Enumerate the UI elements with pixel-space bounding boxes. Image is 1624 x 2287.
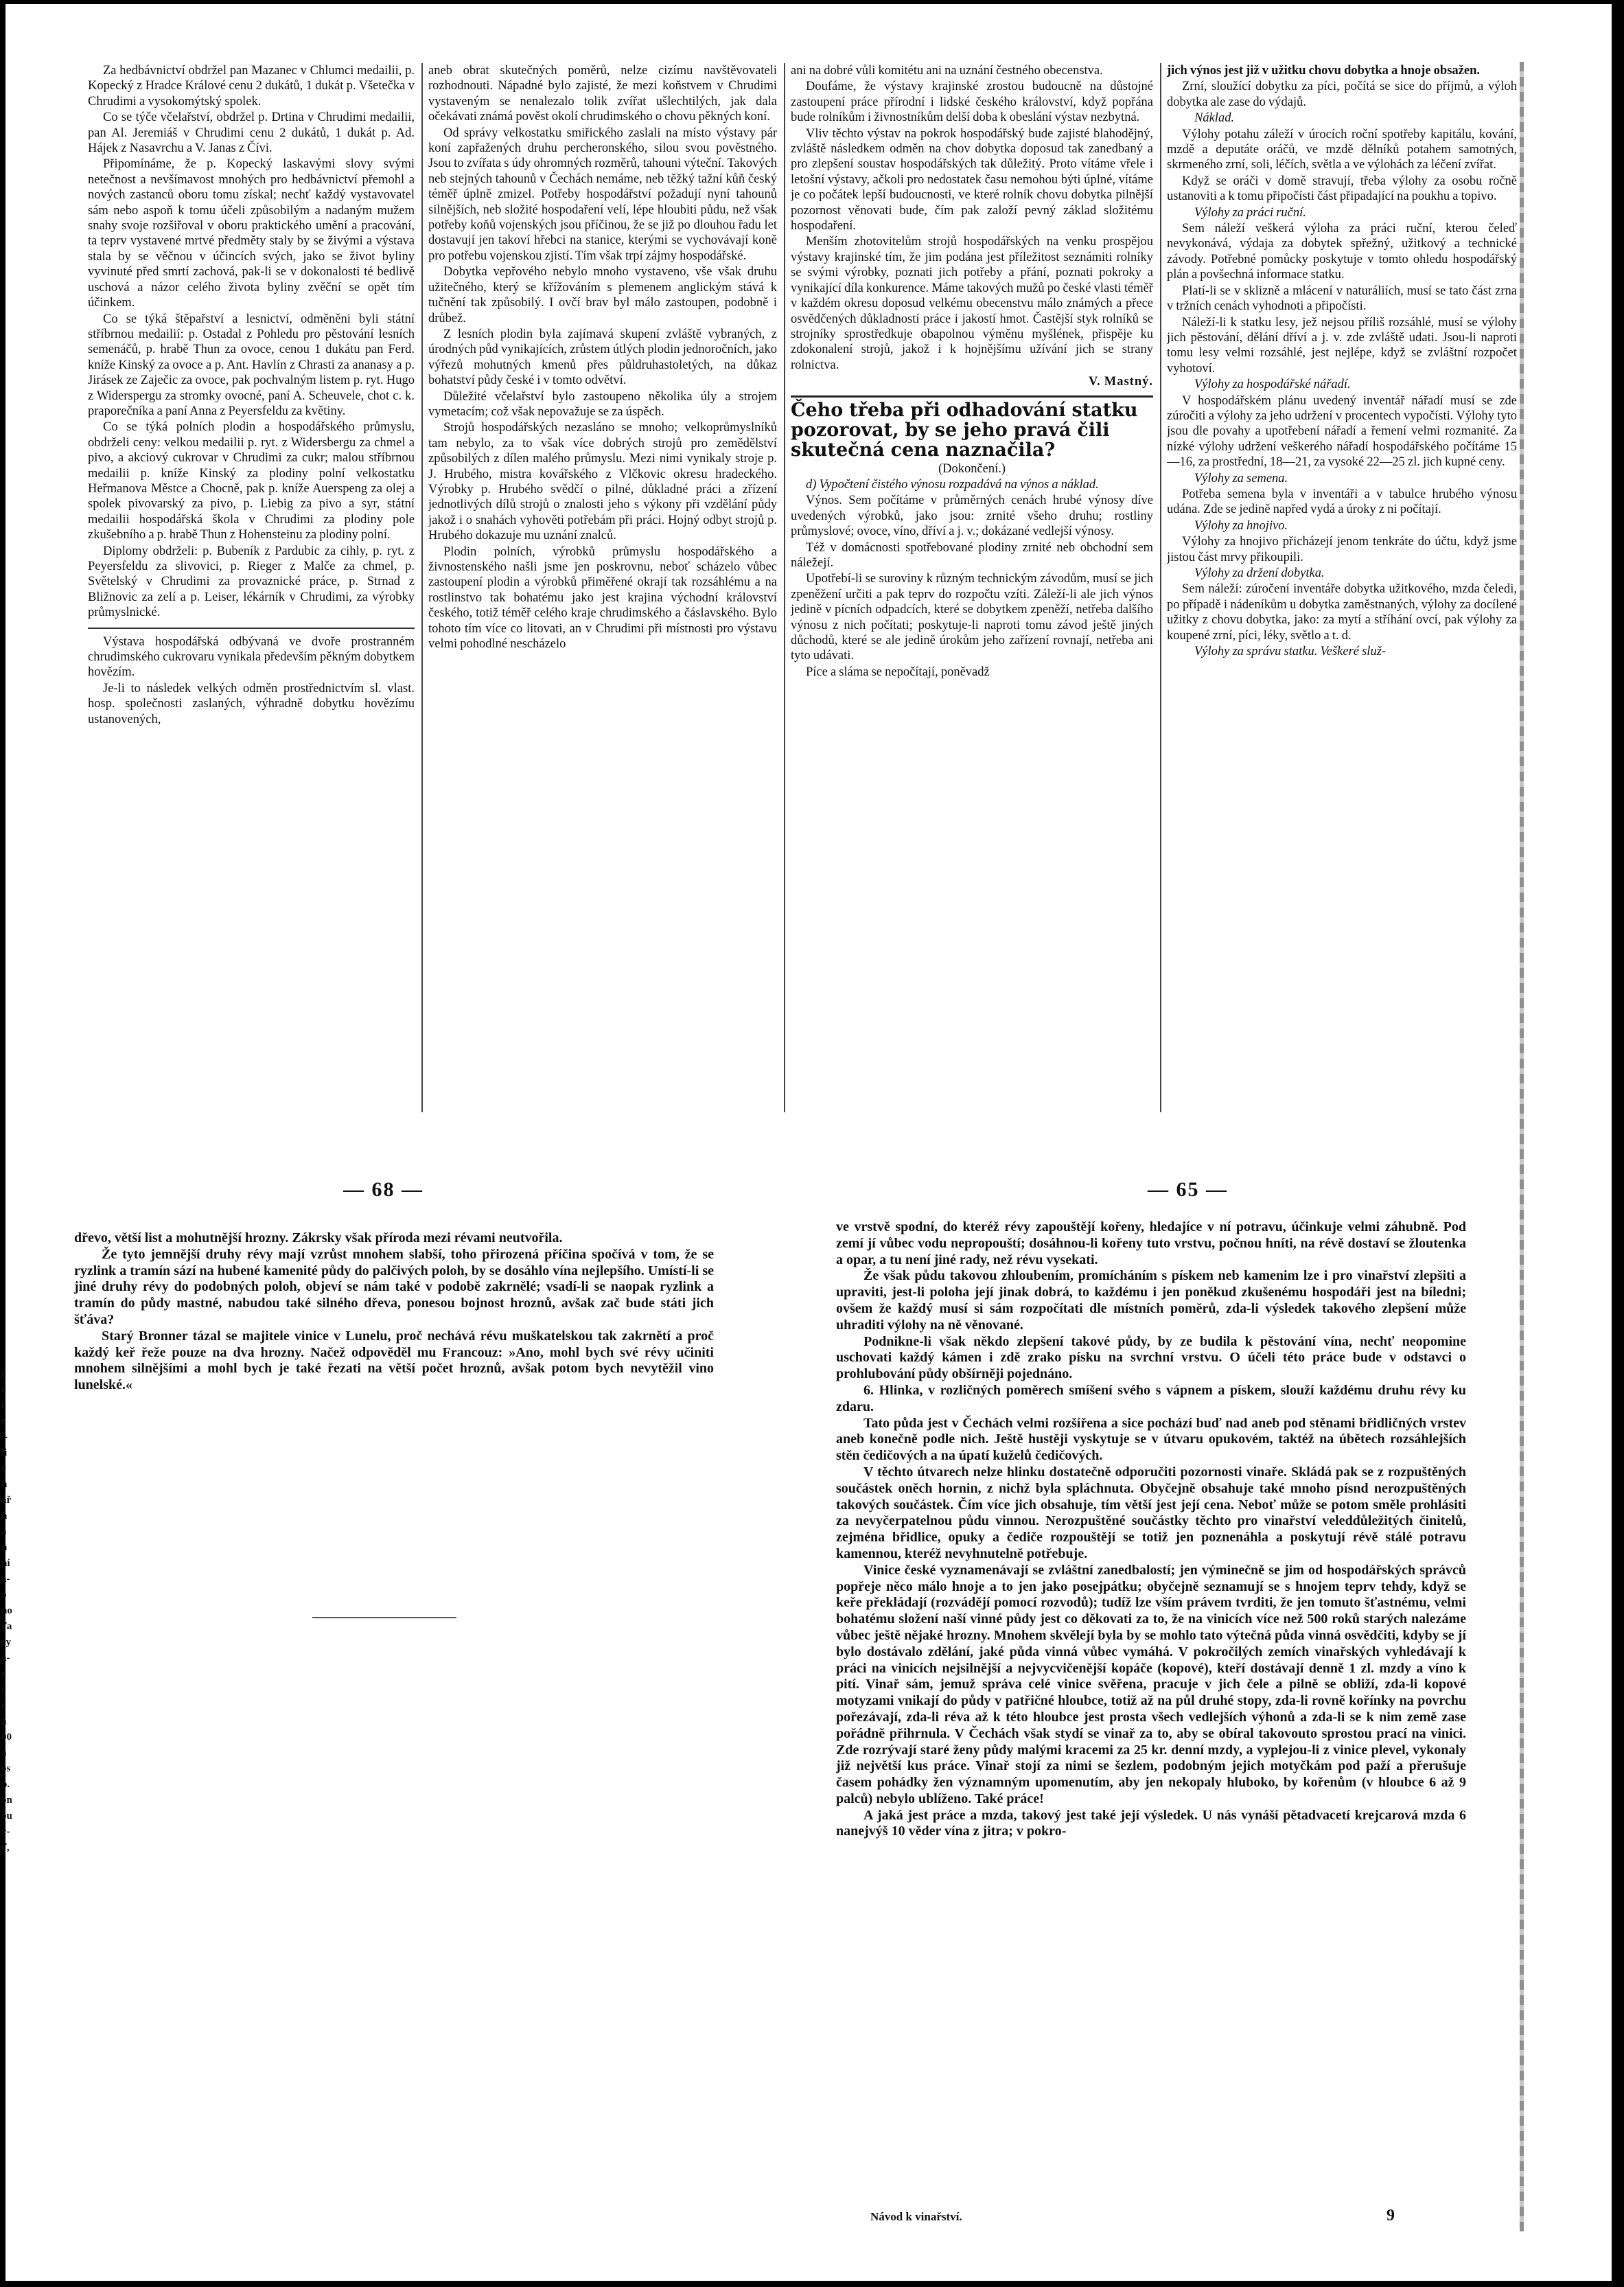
margin-fragment: r [1,1463,6,1474]
col4-subheading: Výlohy za správu statku. Veškeré služ- [1194,645,1387,659]
col4-subheading: Výlohy za semena. [1194,471,1288,485]
column-rule [421,63,423,1112]
margin-fragment: ý- [1,1826,10,1837]
col2-paragraph: Dobytka vepřového nebylo mnoho vystaveno, vše však druhu užitečného, který se křížováním s plemenem anglickým stává k tučnění tak způsobilý. I ovčí brav byl málo zastoupen, podobně i drůbež. [428,265,777,325]
col3-paragraph: Doufáme, že výstavy krajinské zrostou budoucně na důstojné zastoupení práce přírodní i lidské českého království, když popřána bude rolníkům i živnostníkům delší doba k obeslání výstav nezbytná. [791,80,1153,125]
col4-subheading: Výlohy za držení dobytka. [1194,566,1325,580]
col3-paragraph: Upotřebí-li se suroviny k různým technickým závodům, musí se jich zpeněžení určiti a pak teprv do rozpočtu vzíti. Záleží-li ale jich výnos jedině v pícních odpadcích, které se dobytkem zpeněží, netřeba dalšího výnosu z nich počítati; poskytuje-li naproti tomu závod ještě jiných důchodů, které se ale jedině úrokům jeho zařízení rovnají, netřeba ani tyto udávati. [791,572,1153,663]
margin-fragment: 00 [1,1732,12,1743]
column-rule [784,63,785,1112]
col4-paragraph: jich výnos jest již v užitku chovu dobytka a hnoje obsažen. [1167,64,1481,78]
col4-paragraph: Výlohy za hnojivo přicházejí jenom tenkráte do účtu, když jsme jistou část mrvy přikoupili. [1167,535,1517,564]
margin-fragment: a [1,1526,7,1537]
col3-paragraph: Píce a sláma se nepočítají, poněvadž [806,665,990,679]
cropped-margin-fragments [1,1366,14,1856]
col4-subheading: Náklad. [1194,111,1235,126]
article-continuation-note: (Dokončení.) [938,461,1006,476]
col3-paragraph: ani na dobré vůli komitétu ani na uznání čestného obecenstva. [791,64,1103,78]
col3-paragraph: Vliv těchto výstav na pokrok hospodářský bude zajisté blahodějný, zvláště následkem odměn na chov dobytka doposud tak zanedbaný a pro zlepšení soustav hospodářských tak důležitý. Proto vítáme vřele i letošní výstavy, ačkoli pro nedostatek času nemohou býti úplné, vítáme je co počátek lepší budoucnosti, ve které rolník chovu dobytka pilnější pozornost věnovati bude, čím pak založí pevný základ složitému hospodaření. [791,126,1153,233]
right-page-paragraph: Že však půdu takovou zhloubením, promícháním s pískem neb kamenim lze i pro vinařství zlepšiti a upraviti, jest-li poloha její jinak dobrá, to každému i jen poněkud zkušenému hospodáři jest na bíledni; ovšem že každý musí si sám rozpočítati dle místních poměrů, zda-li výsledek takového zlepšení může uhraditi výlohy na ně věnované. [836,1268,1466,1333]
margin-fragment: o [1,1589,7,1600]
col2-paragraph: Z lesních plodin byla zajímavá skupení zvláště vybraných, z úrodných půd vynikajících, zrůstem útlých plodin jednoročních, jako výřezů mohutných kmenů přes půldruhastoletých, na důkaz bohatství půdy české i v tomto odvětví. [428,327,777,388]
bleed-through-strip [1520,62,1524,2231]
col4-paragraph: V hospodářském plánu uvedený inventář nářadí musí se zde zúročiti a výlohy za jeho udržení v procentech vypočísti. Výlohy tyto jsou dle povahy a upotřebení nářadí a řemení velmi rozmanité. Za nízké výlohy udržení veškerého nářadí hospodářského počítáme 15—16, za prostřední, 18—21, za vysoké 22—25 zl. jich kupné ceny. [1167,393,1517,470]
col4-paragraph: Sem náleží veškerá výloha za práci ruční, kterou čeleď nevykonává, výdaja za dobytek spřežný, užitkový a technické závody. Potřebné pomůcky poskytuje v tomto ohledu hospodářský plán a povšechná informace statku. [1167,222,1517,282]
section-divider [88,628,415,629]
left-page-paragraph: dřevo, větší list a mohutnější hrozny. Zákrsky však příroda mezi révami neutvořila. [74,1230,563,1245]
col4-subheading: Výlohy za hospodářské nářadí. [1194,378,1351,392]
margin-fragment: ťa [1,1621,12,1632]
col3-paragraph: d) Vypočtení čistého výnosu rozpadává na výnos a náklad. [806,477,1099,492]
col2-paragraph: aneb obrat skutečných poměrů, nelze cizímu navštěvovateli rozhodnouti. Nápadné bylo zajisté, že mezi koňstvem v Chrudimi vystaveným se nenalezalo tolik zvířat ušlechtilých, jak dala očekávati známá pověst okolí chrudimského o chovu pěkných koní. [428,64,777,124]
col1-paragraph: Připomínáme, že p. Kopecký laskavými slovy svými netečnost a nevšímavost mnohých pro hedbávnictví přemohl a nových zastanců oboru tomu získal; nechť každý vystavovatel sám nebo aspoň k tomu účeli způsobilým a nadaným mužem snahy svoje rozšiřoval v oboru praktického umění a pracování, ta teprv vystavené mrtvé předměty staly by se živými a výstava stala by se věčnou v účincích svých, jako se život byliny vyvinuté před smrtí zachová, pak-li se v dokonalosti té bedlivě uschová a názor celého života byliny zvěční se opět tím účinkem. [88,157,415,310]
margin-fragment: '- [1,1432,8,1443]
column-3 [791,63,1153,1114]
right-page-paragraph: V těchto útvarech nelze hlinku dostatečně odporučiti pozornosti vinaře. Skládá pak se z rozpuštěných součástek oněch hornin, z nichž byla spláchnuta. Obyčejně obsahuje také mnoho písnd nerozpuštěných takových součástek. Čím více jich obsahuje, tím větší jest její cena. Neboť může se potom směle prohlásiti za nevyčerpatelnou půdu vinnou. Nerozpuštěné součástky těchto pro vinařství veleddůležitých činitelů, zejména břidlice, opuky a čediče rozpouštějí se totiž jen poznenáhla a poskytují révě stálé potravu kamennou, kteréž nevyhnutelně potřebuje. [836,1464,1466,1561]
margin-fragment: ť, [1,1842,10,1853]
bottom-left-page-text [74,1230,714,1519]
col4-paragraph: Náleží-li k statku lesy, jež nejsou příliš rozsáhlé, musí se výlohy jich pěstování, dělání dříví a j. v. zde zvláště udati. Jsou-li naproti tomu lesy velmi rozsáhlé, jest nejlépe, když se zvláštní rozpočet vyhotoví. [1167,315,1517,376]
col2-paragraph: Strojů hospodářských nezasláno se mnoho; velkoprůmyslníků tam nebylo, za to však více dobrých strojů pro zemědělství způsobilých z dílen malého průmyslu. Mezi nimi vynikaly stroje p. J. Hrubého, mistra kovářského z Vlčkovic okresu hradeckého. Výrobky p. Hrubého svědčí o pilné, důkladné práci a zřízení jednotlivých dílů strojů o znalosti jeho s výkony při vzdělání půdy jakož i o snahách vyhověti potřebám při práci. Hojný odbyt strojů p. Hrubého dokazuje mu uznání znalců. [428,421,777,543]
end-rule [312,1617,456,1618]
col1-paragraph: Výstava hospodářská odbývaná ve dvoře prostranném chrudimského cukrovaru vynikala především pěkným dobytkem hovězím. [88,634,415,680]
margin-fragment: on [1,1795,12,1806]
col2-paragraph: Od správy velkostatku smiřického zaslali na místo výstavy pár koní zapřažených druhu percheronského, silou svou pověstného. Jsou to zvířata s údy ohromných rozměrů, tahouni výteční. Takových neb stejných tahounů v Čechách nemáme, neb těžký tažní kůň český téměř úplně zmizel. Potřeby hospodářství požadují nyní tahounů silnějších, neb složité hospodaření velí, lépe hloubiti půdu, než však potřeby koňů vojenských jsou příčinou, že se již po dlouhou řadu let dostavují jen takoví hřebci na stanice, kterými se vychovávají koně pro potřebu vojenskou zjistí. Tím však trpí zájmy hospodářské. [428,126,777,263]
col3-paragraph: Výnos. Sem počítáme v průměrných cenách hrubé výnosy díve uvedených výrobků, jako jsou: zrnité všeho druhu; rostliny průmyslové; ovoce, víno, dříví a j. v.; dokázané vedlejší výnosy. [791,494,1153,539]
margin-fragment: e [1,1700,6,1711]
margin-fragment: ii [1,1447,8,1458]
col4-paragraph: Když se oráči v domě stravují, třeba výlohy za osobu ročně ustanoviti a k tomu připočísti část připadající na poukhu a topivo. [1167,174,1517,204]
col1-paragraph: Co se týče včelařství, obdržel p. Drtina v Chrudimi medailii, pan Al. Jeremiáš v Chrudimi cenu 2 dukátů, 1 dukát p. Ad. Hájek z Nasavrchu a V. Janas z Čívi. [88,111,415,156]
article-heading: Čeho třeba při odhadování statku pozorovat, by se jeho pravá čili skutečná cena naznačila? [791,399,1138,461]
col3-paragraph: Menším zhotovitelům strojů hospodářských na venku prospějou výstavy krajinské tím, že jim podána jest příležitost seznámiti rolníky se svými výrobky, poznati jich potřeby a přání, poznati pokroky a vynikající díla konkurence. Máme takových mužů po české vlasti téměř v každém okresu doposud velkému obecenstvu málo známých a přece osvědčených důkladností práce i jakostí hmot. Častější styk rolníků se strojníky sprostředkuje obapolnou výměnu myšlének, přispěje ku zdokonalení strojů, jakož i k hojnějšímu užívání jich se strany rolnictva. [791,235,1153,372]
author-signature: V. Mastný. [1089,375,1153,389]
margin-fragment: e [1,1416,6,1427]
margin-fragment: i [1,1684,5,1695]
scan-edge-left [0,0,5,2287]
margin-fragment: a [1,1716,7,1727]
col1-paragraph: Co se týká polních plodin a hospodářského průmyslu, obdrželi ceny: velkou medailii p. ryt. z Widersbergu za chmel a pivo, a akciový cukrovar v Chrudimi za cukr; malou stříbrnou medailii p. kníže Kinský za plodiny polní velkostatku Heřmanova Městce a Chocně, pak p. kníže Auerspeng za olej a spolek pivovarský za pivo, p. Liebig za pivo a syr, státní medailii hospodářská škola v Chrudimi za plodiny pole zkušebního a p. hrabě Thun z Hohensteinu za plodiny polní. [88,420,415,542]
margin-fragment: n [1,1542,8,1553]
margin-fragment: p. [1,1779,10,1790]
margin-fragment: ry [1,1637,12,1648]
col4-subheading: Výlohy za práci ruční. [1194,205,1306,220]
scan-edge-bottom [0,2281,1624,2287]
right-page-paragraph: Podnikne-li však někdo zlepšení takové půdy, by ze budila k pěstování vína, nechť neopomine uschovati každý kámen i zdě zrako písku na svrchní vrstvu. O účeli této práce bude v odstavci o prohlubování půdy obšírněji pojednáno. [836,1333,1466,1382]
margin-fragment: os [1,1763,11,1774]
right-page-paragraph: Vinice české vyznamenávají se zvláštní zanedbalostí; jen výminečně se jim od hospodářských správců popřeje něco málo hnoje a to jen jako posejpátku; obyčejně seznamují se s hnojem teprv tehdy, když se keře překládají (rozvádějí pomocí rozvodů); tudíž lze vším právem tvrditi, že jen tomuto šťastnému, velmi bohatému složení naší vinné půdy jest co děkovati za to, že na vinicích více než 500 roků starých nalezáme vůbec ještě nějaké hrozny. Mnohem skvělejí byla by se mohlo tato výtečná půda vinná osvědčiti, kdyby se jí bylo dostávalo zdělání, jaké půda vinná vůbec vymáhá. V pokročilých zemích vinařských vyhledávají k práci na vinicích nejsilnější a nejvycvičenější kopáče (kopové), kteří dostávají denně 1 zl. mzdy a víno k pití. Vinař sám, jemuž správa celé vinice svěřena, pracuje v jich čele a pilně se obliží, zda-li kopové motyzami vnikají do půdy v patřičné hloubce, totiž až na půl druhé stopy, zda-li rovně kořínky na povrchu pořezávají, zda-li réva až k této hloubce jest prosta všech vedlejších výhonů a zda-li se k nim země zase pořádně přihrnula. V Čechách však stydí se vinař za to, aby se obíral takovouto sprostou prací na vinici. Zde rozrývají staré ženy půdy malými kracemi za 25 kr. denní mzdy, a vyplejou-li z vinice plevel, vykonaly již největší kus práce. Vinař stojí za nimi se šezlem, podobným jejich motyčkám pod paží a přerušuje časem pohádky žen významným upomenutím, aby jen nekopaly hluboko, by kořenům (v hloubce 6 až 9 palců) nebylo ublíženo. Také práce! [836,1562,1466,1806]
margin-fragment: ní [1,1558,10,1569]
column-4 [1167,63,1517,1114]
col3-paragraph: Též v domácnosti spotřebované plodiny zrnité neb obchodní sem náležejí. [791,540,1153,570]
margin-fragment: i [1,1384,5,1395]
margin-fragment: ou [1,1811,12,1821]
right-page-paragraph: ve vrstvě spodní, do kteréž révy zapouštějí kořeny, hledajíce v ní potravu, účinkuje velmi záhubně. Pod zemí jí vůbec vodu nepropouští; dosáhnou-li kořeny tuto vrstvu, počnou hníti, na révě dostaví se žloutenka a opar, a tu není jiné rady, než révu vysekati. [836,1219,1466,1267]
left-page-paragraph: Že tyto jemnější druhy révy mají vzrůst mnohem slabší, toho přirozená příčina spočívá v tom, že se ryzlink a tramín sází na hubené kamenité půdy do palčivých poloh, by se dosáhlo vína nejlepšího. Umístí-li se jiné druhy révy do podobných poloh, objeví se nám také v podobě zakrnělé; vsadí-li se naopak ryzlink a tramín do půdy mastné, nabudou také silného dřeva, ponesou bojnost hroznů, avšak zač bude státi jich šťáva? [74,1246,714,1327]
col4-paragraph: Sem náleží: zúročení inventáře dobytka užitkového, mzda čeledi, po případě i nádeníkům u dobytka zaměstnaných, výlohy za docílené užitky z chovu dobytka, jako: za mytí a stříhání ovcí, pak výlohy za koupené zrní, píci, léky, světlo a t. d. [1167,582,1517,643]
col2-paragraph: Důležité včelařství bylo zastoupeno několika úly a strojem vymetacím; což však nepovažuje se za úspěch. [428,389,777,419]
page-number-right: — 65 — [1148,1178,1228,1201]
col2-paragraph: Plodin polních, výrobků průmyslu hospodářského a živnostenského našli jsme jen poskrovnu, neboť scházelo vůbec zastoupení plodin a výrobků přiměřené okrají tak rozsáhlému a na rostlinstvo tak bohatému jako jest krajina východní království českého, totiž téměř celého kraje chrudimského a čáslavského. Bylo tohoto tím více co litovati, an v Chrudimi při místnosti pro výstavu velmi pohodlné nescházelo [428,544,777,652]
bottom-right-page-text [836,1219,1466,2208]
col1-paragraph: Za hedbávnictví obdržel pan Mazanec v Chlumci medailii, p. Kopecký z Hradce Králové cenu 2 dukátů, 1 dukát p. Všetečka v Chrudimi a vysokomýtský spolek. [88,64,415,108]
section-divider [791,395,1153,398]
margin-fragment: a [1,1747,7,1758]
col1-paragraph: Co se týká štěpařství a lesnictví, odměněni byli státní stříbrnou medailií: p. Ostadal z Pohledu pro pěstování lesních semenáčů, p. hrabě Thun za ovoce, cenou 1 dukátu pan Ferd. kníže Kinský za ovoce a p. Ant. Havlín z Chrasti za ananasy a p. Jirásek ze Zaječic za ovoce, pak pochvalným listem p. ryt. Hugo z Widerspergu za stromky ovocné, paní A. Scheuvele, chot c. k. praporečníka a paní Anna z Peyersfeldu za květiny. [88,312,415,418]
margin-fragment: ář [1,1495,12,1506]
column-2 [428,63,777,1114]
margin-fragment: n [1,1510,8,1521]
col1-paragraph: Je-li to následek velkých odměn prostřednictvím sl. vlast. hosp. společnosti zaslaných, výhradně dobytku hovězímu ustanovených, [88,681,415,726]
left-page-paragraph: Starý Bronner tázal se majitele vinice v Lunelu, proč nechává révu muškatelskou tak zakrnětí a proč každý keř řeže pouze na dva hrozny. Načež odpověděl mu Francouz: »Ano, mohl bych své révy učiniti mnohem silnějšími a mohl bych je také řezati na větší počet hroznů, avšak potom bych nevytěžil vino lunelské.« [74,1328,714,1393]
margin-fragment: no [1,1605,12,1616]
signature-mark: 9 [1387,2207,1395,2225]
margin-fragment: e [1,1668,6,1679]
col4-paragraph: Platí-li se v sklizně a mlácení v naturáliích, musí se tato část zrna v tržních cenách vyhodnoti a připočísti. [1167,284,1517,314]
column-1 [88,63,415,1114]
right-page-paragraph: Tato půda jest v Čechách velmi rozšířena a sice pochází buď nad aneb pod stěnami břidličných vrstev aneb konečně podle nich. Ještě hustěji vyskytuje se v útvaru opukovém, taktéž na úbětech rozsáhlejších stěn čedičových a na úpatí kuželů čedičových. [836,1415,1466,1464]
column-rule [1160,63,1161,1112]
col4-paragraph: Výlohy potahu záleží v úrocích roční spotřeby kapitálu, kování, mzdě a deputáte oráčů, ve mzdě dělníků potahem samotných, skrmeného zrní, soli, léčích, světla a ve výlohách za léčení zvířat. [1167,127,1517,172]
margin-fragment: i [1,1400,5,1411]
page-number-left: — 68 — [343,1178,424,1201]
col4-subheading: Výlohy za hnojivo. [1194,518,1288,533]
col4-paragraph: Potřeba semena byla v inventáři a v tabulce hrubého výnosu udána. Zde se jedině napřed vydá a úroky z ni počítají. [1167,487,1517,517]
right-page-paragraph: 6. Hlinka, v rozličných poměrech smíšení svého s vápnem a pískem, slouží každému druhu révy ku zdaru. [836,1382,1466,1414]
margin-fragment: i [1,1368,5,1379]
margin-fragment: á- [1,1653,10,1664]
right-page-paragraph: A jaká jest práce a mzda, takový jest také její výsledek. U nás vynáší pětadvacetí krejcarová mzda 6 nanejvýš 10 věder vína z jitra; v pokro- [836,1807,1466,1839]
col1-paragraph: Diplomy obdrželi: p. Bubeník z Pardubic za cihly, p. ryt. z Peyersfeldu za slivovici, p. Rieger z Malče za chmel, p. Světelský v Chrudimi za provaznické práce, p. Strnad z Bližnovic za zelí a p. Leiser, lékárník v Chrudimi, za výrobky průmyslnické. [88,544,415,620]
margin-fragment: a- [1,1574,10,1585]
running-footer-title: Návod k vinařství. [870,2210,962,2223]
scan-edge-top [0,0,1624,4]
margin-fragment: n [1,1479,8,1490]
col4-paragraph: Zrní, sloužící dobytku za píci, počítá se sice do příjmů, a výloh dobytka ale zase do výdajů. [1167,80,1517,109]
scan-edge-right [1612,0,1624,2287]
